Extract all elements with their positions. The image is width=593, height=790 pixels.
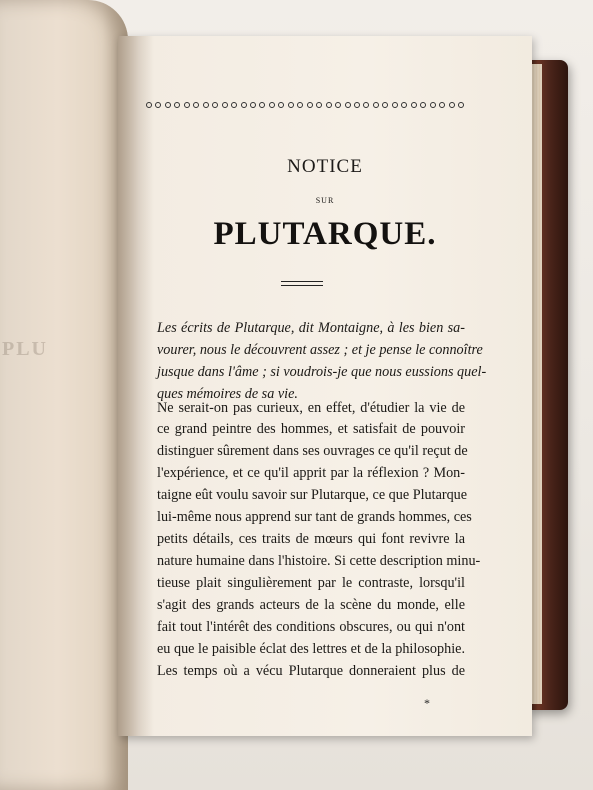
ornament-ring xyxy=(184,102,190,108)
ornament-ring xyxy=(439,102,445,108)
ornament-ring xyxy=(401,102,407,108)
body-line: vourer, nous le découvrent assez ; et je pense le connoître xyxy=(157,342,483,358)
ornament-ring xyxy=(222,102,228,108)
ornament-ring xyxy=(458,102,464,108)
body-line: Ne serait-on pas curieux, en effet, d'étudier la vie de xyxy=(157,400,465,416)
ornament-ring xyxy=(250,102,256,108)
ornament-ring xyxy=(382,102,388,108)
heading-notice: NOTICE xyxy=(287,156,363,177)
ornament-ring xyxy=(241,102,247,108)
page-gutter-shadow xyxy=(118,36,154,736)
ornament-ring xyxy=(297,102,303,108)
ornament-ring xyxy=(146,102,152,108)
ornament-ring xyxy=(269,102,275,108)
ornament-ring xyxy=(307,102,313,108)
body-line: tieuse plait singulièrement par le contraste, lorsqu'il xyxy=(157,575,465,591)
ornament-ring xyxy=(354,102,360,108)
title-rule xyxy=(281,281,323,286)
body-line: eu que le paisible éclat des lettres et de la philosophie. xyxy=(157,641,465,657)
body-line: petits détails, ces traits de mœurs qui font revivre la xyxy=(157,531,465,547)
ornament-ring xyxy=(193,102,199,108)
ornament-ring xyxy=(316,102,322,108)
ornament-ring xyxy=(411,102,417,108)
ornament-ring xyxy=(165,102,171,108)
body-line: nature humaine dans l'histoire. Si cette description minu- xyxy=(157,553,481,569)
ornament-ring xyxy=(278,102,284,108)
ornament-ring xyxy=(363,102,369,108)
ornament-ring xyxy=(259,102,265,108)
ornament-ring xyxy=(203,102,209,108)
body-line: distinguer sûrement dans ses ouvrages ce qu'il reçut de xyxy=(157,443,468,459)
ornament-ring xyxy=(345,102,351,108)
ornament-ring xyxy=(155,102,161,108)
body-line: ce grand peintre des hommes, et satisfait de pouvoir xyxy=(157,421,465,437)
ornament-ring xyxy=(288,102,294,108)
body-line: Les écrits de Plutarque, dit Montaigne, à les bien sa- xyxy=(157,320,465,336)
ornament-ring xyxy=(420,102,426,108)
ornament-ring xyxy=(373,102,379,108)
body-line: l'expérience, et ce qu'il apprit par la réflexion ? Mon- xyxy=(157,465,465,481)
ornament-ring xyxy=(335,102,341,108)
page-title: PLUTARQUE. xyxy=(213,216,437,252)
subheading-sur: SUR xyxy=(315,196,335,205)
ornament-ring xyxy=(449,102,455,108)
body-line: ques mémoires de sa vie. xyxy=(157,386,298,402)
decorative-border xyxy=(146,100,464,110)
ornament-ring xyxy=(430,102,436,108)
body-line: s'agit des grands acteurs de la scène du monde, elle xyxy=(157,597,465,613)
body-line: taigne eût voulu savoir sur Plutarque, ce que Plutarque xyxy=(157,487,468,503)
body-line: Les temps où a vécu Plutarque donneraient plus de xyxy=(157,663,465,679)
signature-mark: * xyxy=(424,696,430,710)
left-page xyxy=(0,0,128,790)
ornament-ring xyxy=(212,102,218,108)
body-line: jusque dans l'âme ; si voudrois-je que nous eussions quel- xyxy=(157,364,487,380)
left-page-bleed-text: PLU xyxy=(2,338,48,360)
ornament-ring xyxy=(231,102,237,108)
body-line: lui-même nous apprend sur tant de grands hommes, ces xyxy=(157,509,472,525)
body-line: fait tout l'intérêt des conditions obscures, ou qui n'ont xyxy=(157,619,465,635)
ornament-ring xyxy=(392,102,398,108)
ornament-ring xyxy=(174,102,180,108)
ornament-ring xyxy=(326,102,332,108)
